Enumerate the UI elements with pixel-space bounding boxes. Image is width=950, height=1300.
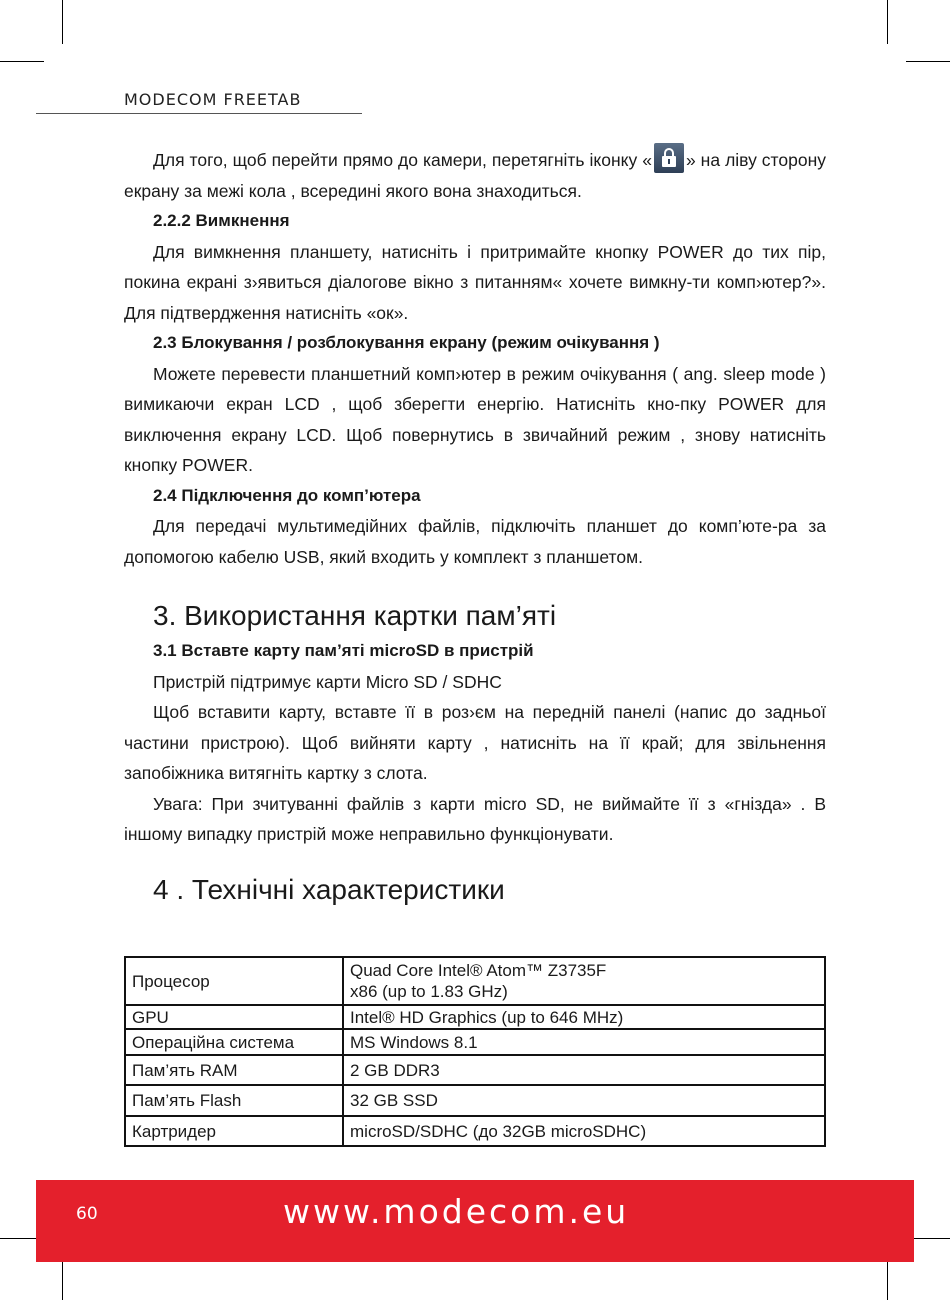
heading-2-2-2: 2.2.2 Вимкнення — [153, 211, 290, 230]
table-row — [125, 1116, 825, 1146]
page-body — [124, 143, 826, 908]
paragraph-sd-insert: Щоб вставити карту, вставте її в роз›єм на передній панелі (напис до задньої частини пристрою). Щоб вийняти карту , натисніть на її край; для звільнення запобіжника витягніть картку з слота. — [124, 702, 826, 783]
crop-mark — [0, 61, 44, 62]
spec-key: Операційна система — [125, 1029, 343, 1055]
spec-value: 32 GB SSD — [343, 1085, 825, 1116]
page-number: 60 — [76, 1204, 98, 1224]
spec-key: Пам’ять RAM — [125, 1055, 343, 1085]
footer-band — [36, 1180, 914, 1262]
crop-mark — [887, 1256, 888, 1300]
crop-mark — [887, 0, 888, 44]
table-row — [125, 1085, 825, 1116]
paragraph-camera: Для того, щоб перейти прямо до камери, перетягніть іконку « » на ліву сторону екрану за межі кола , всередині якого вона знаходиться. — [124, 143, 826, 206]
heading-3: 3. Використання картки пам’яті — [153, 600, 557, 631]
spec-key: GPU — [125, 1005, 343, 1029]
table-row — [125, 1029, 825, 1055]
crop-mark — [62, 1256, 63, 1300]
header-rule — [36, 113, 362, 114]
spec-value: MS Windows 8.1 — [343, 1029, 825, 1055]
paragraph-sd-warning: Увага: При зчитуванні файлів з карти micro SD, не виймайте її з «гнізда» . В іншому випадку пристрій може неправильно функціонувати. — [124, 793, 826, 844]
lock-icon — [654, 143, 684, 173]
paragraph-power-off: Для вимкнення планшету, натисніть і притримайте кнопку POWER до тих пір, покина екрані з›явиться діалогове вікно з питанням« хочете вимкну-ти комп›ютер?». Для підтвердження натисніть «ок». — [124, 241, 826, 323]
running-header: MODECOM FREETAB — [124, 90, 302, 109]
paragraph-sd-support: Пристрій підтримує карти Micro SD / SDHC — [153, 671, 502, 692]
paragraph-usb: Для передачі мультимедійних файлів, підключіть планшет до комп’юте-ра за допомогою кабелю USB, який входить у комплект з планшетом. — [124, 516, 826, 567]
heading-4: 4 . Технічні характеристики — [153, 873, 505, 905]
crop-mark — [62, 0, 63, 44]
table-row — [125, 1055, 825, 1085]
heading-2-4: 2.4 Підключення до комп’ютера — [153, 485, 421, 505]
spec-key: Процесор — [125, 957, 343, 1005]
spec-value: Quad Core Intel® Atom™ Z3735F x86 (up to 1.83 GHz) — [343, 957, 825, 1005]
heading-3-1: 3.1 Вставте карту пам’яті microSD в пристрій — [153, 641, 534, 660]
spec-value: 2 GB DDR3 — [343, 1055, 825, 1085]
table-row — [125, 1005, 825, 1029]
heading-2-3: 2.3 Блокування / розблокування екрану (режим очікування ) — [153, 333, 660, 352]
crop-mark — [906, 61, 950, 62]
spec-key: Картридер — [125, 1116, 343, 1146]
spec-key: Пам’ять Flash — [125, 1085, 343, 1116]
spec-value: Intel® HD Graphics (up to 646 MHz) — [343, 1005, 825, 1029]
specs-table — [124, 956, 826, 1147]
spec-value: microSD/SDHC (до 32GB microSDHC) — [343, 1116, 825, 1146]
table-row — [125, 957, 825, 1005]
paragraph-sleep: Можете перевести планшетний комп›ютер в режим очікування ( ang. sleep mode ) вимикаючи екран LCD , щоб зберегти енергію. Натисніть кно-пку POWER для виключення екрану LCD. Щоб повернутись в звичайний режим , знову натисніть кнопку POWER. — [124, 363, 826, 475]
website-link[interactable]: www.modecom.eu — [283, 1192, 630, 1231]
